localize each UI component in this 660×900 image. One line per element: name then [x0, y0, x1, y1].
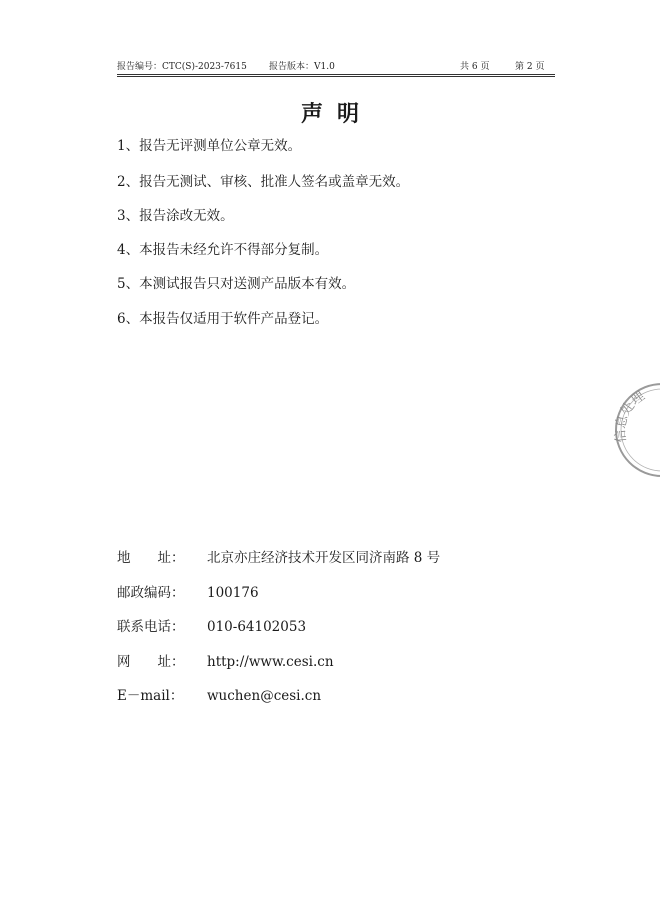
phone-label: 联系电话： — [117, 619, 185, 635]
svg-text:信息处理 — [612, 389, 647, 444]
declaration-item: 1、报告无评测单位公章无效。 — [117, 138, 302, 154]
page-header — [117, 60, 555, 74]
seal-stamp — [612, 380, 660, 480]
page-number: 第 2 页 — [515, 62, 545, 72]
header-rule-double — [117, 76, 555, 77]
header-rule — [117, 74, 555, 75]
postcode-label: 邮政编码： — [117, 585, 185, 601]
total-pages: 共 6 页 — [460, 62, 490, 72]
page-title: 声明 — [300, 101, 373, 127]
email-label: E－mail： — [117, 688, 184, 704]
postcode-value: 100176 — [207, 585, 259, 601]
report-number: 报告编号：CTC(S)-2023-7615 — [117, 62, 247, 72]
declaration-item: 5、本测试报告只对送测产品版本有效。 — [117, 276, 356, 292]
stamp-text: 信息处理 — [613, 388, 648, 444]
website-value: http://www.cesi.cn — [207, 654, 334, 670]
email-value: wuchen@cesi.cn — [207, 688, 322, 704]
address-label: 地 址： — [117, 550, 185, 566]
report-version: 报告版本：V1.0 — [269, 62, 335, 72]
declaration-item: 3、报告涂改无效。 — [117, 208, 234, 224]
declaration-item: 4、本报告未经允许不得部分复制。 — [117, 242, 329, 258]
website-label: 网 址： — [117, 654, 185, 670]
address-value: 北京亦庄经济技术开发区同济南路 8 号 — [207, 550, 441, 566]
declaration-item: 6、本报告仅适用于软件产品登记。 — [117, 311, 329, 327]
phone-value: 010-64102053 — [207, 619, 307, 635]
declaration-item: 2、报告无测试、审核、批准人签名或盖章无效。 — [117, 174, 410, 190]
